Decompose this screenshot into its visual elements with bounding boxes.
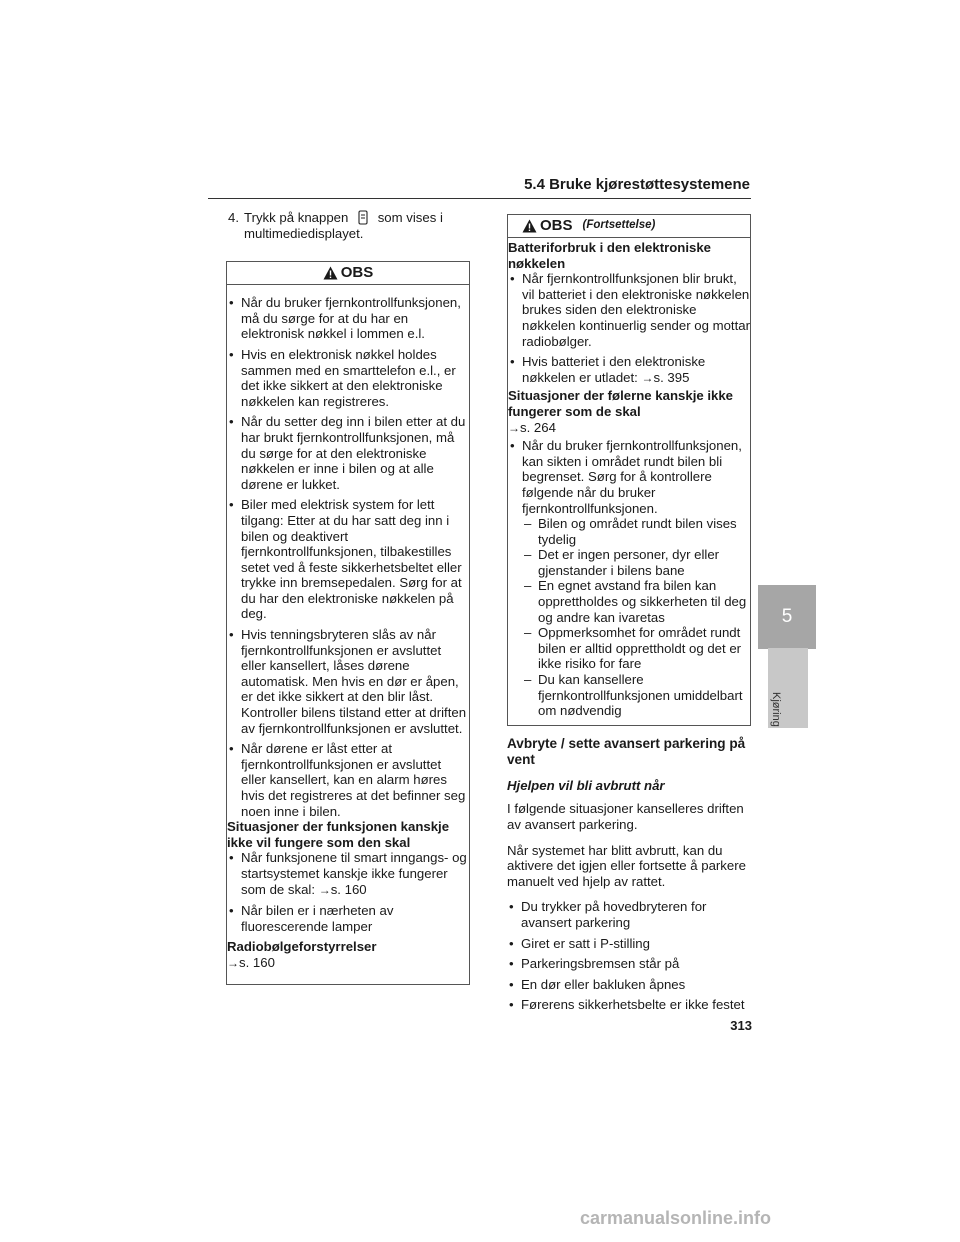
list-item: • En dør eller bakluken åpnes [507, 977, 751, 993]
subheading-radio-interference: Radiobølgeforstyrrelser [227, 939, 377, 955]
reference-line [227, 955, 469, 972]
step-number: 4. [228, 210, 239, 225]
list-item: • Parkeringsbremsen står på [507, 956, 751, 972]
cancel-conditions-list [507, 899, 751, 1013]
dash-item: – Oppmerksomhet for området rundt bilen er alltid opprettholdt og det er ikke risiko for fare [522, 625, 750, 672]
list-item: • Giret er satt i P-stilling [507, 936, 751, 952]
subheading-battery: Batteriforbruk i den elektroniske nøkkelen [508, 240, 711, 271]
list-item-text: Når du bruker fjernkontrollfunksjonen, kan sikten i området rundt bilen bli begrenset. Sørg for å kontrollere følgende når du bruker fjernkontrollfunksjonen. [522, 438, 742, 516]
list-item: • Biler med elektrisk system for lett tilgang: Etter at du har satt deg inn i bilen og deaktivert fjernkontrollfunksjonen, tilbakestilles setet ved å feste sikkerhetsbeltet eller trykke inn bremsepedalen. Sørg for at du har den elektroniske nøkkelen på deg. [227, 497, 469, 622]
left-column [228, 210, 470, 985]
chapter-tab-label: Kjøring [770, 692, 782, 727]
step-text-before: Trykk på knappen [244, 210, 349, 225]
obs-warning-box [226, 261, 470, 984]
list-item: • Når du setter deg inn i bilen etter at du har brukt fjernkontrollfunksjonen, må du sørge for at den elektroniske nøkkelen er inne i bilen og at alle dørene er lukket. [227, 414, 469, 492]
page-reference-link[interactable]: s. 395 [653, 369, 690, 385]
subheading-sensors: Situasjoner der følerne kanskje ikke fungerer som de skal [508, 388, 734, 419]
dash-item: – En egnet avstand fra bilen kan opprettholdes og sikkerheten til deg og andre kan ivaretas [522, 578, 750, 625]
arrow-icon: → [641, 370, 654, 385]
page-reference-link[interactable]: s. 264 [520, 419, 556, 435]
page-reference-link[interactable]: s. 160 [330, 881, 367, 897]
obs-label: OBS [540, 217, 573, 235]
page-number: 313 [730, 1018, 752, 1033]
obs-bullet-list [508, 271, 750, 386]
list-item: • Når bilen er i nærheten av fluorescerende lamper [227, 903, 469, 934]
obs-header [508, 215, 750, 238]
dash-list [522, 516, 750, 719]
list-item [227, 850, 469, 898]
obs-continued-label: (Fortsettelse) [582, 219, 656, 232]
list-item: • Førerens sikkerhetsbelte er ikke festet [507, 997, 751, 1013]
list-item-text: Når funksjonene til smart inngangs- og startsystemet kanskje ikke fungerer som de skal: [241, 850, 467, 897]
chapter-section-title: 5.4 Bruke kjørestøttesystemene [524, 176, 750, 193]
right-column [507, 214, 751, 1018]
obs-bullet-list-2 [227, 850, 469, 934]
section-subheading: Hjelpen vil bli avbrutt når [507, 777, 665, 793]
list-item: • Du trykker på hovedbryteren for avansert parkering [507, 899, 751, 930]
step-text [242, 210, 470, 241]
list-item [508, 354, 750, 386]
page-reference-link[interactable]: s. 160 [239, 954, 275, 970]
obs-body [227, 285, 469, 983]
reference-line [508, 420, 750, 437]
list-item-text: Hvis batteriet i den elektroniske nøkkelen er utladet: [522, 354, 706, 385]
warning-triangle-icon [323, 266, 338, 280]
list-item: • Når dørene er låst etter at fjernkontrollfunksjonen er avsluttet eller kansellert, kan en alarm høres hvis det registreres at det befinner seg noen inne i bilen. [227, 741, 469, 819]
watermark: carmanualsonline.info [580, 1208, 772, 1228]
arrow-icon: → [318, 882, 331, 897]
chapter-tab-label-bar [768, 648, 808, 728]
list-item: • Hvis en elektronisk nøkkel holdes sammen med en smarttelefon e.l., er det ikke sikkert at den elektroniske nøkkelen kan registreres. [227, 347, 469, 409]
obs-label: OBS [340, 264, 374, 282]
paragraph: I følgende situasjoner kanselleres driften av avansert parkering. [507, 801, 744, 832]
list-item: • Når fjernkontrollfunksjonen blir brukt, vil batteriet i den elektroniske nøkkelen brukes siden den elektroniske nøkkelen kontinuerlig sender og mottar radiobølger. [508, 271, 750, 349]
dash-item: – Bilen og området rundt bilen vises tydelig [522, 516, 750, 547]
list-item [508, 438, 750, 719]
obs-bullet-list-2 [508, 438, 750, 719]
obs-bullet-list [227, 295, 469, 819]
obs-continued-box [507, 214, 751, 726]
dash-item: – Du kan kansellere fjernkontrollfunksjonen umiddelbart om nødvendig [522, 672, 750, 719]
obs-header [227, 262, 469, 285]
warning-triangle-icon [522, 219, 537, 233]
section-title: Avbryte / sette avansert parkering på vent [507, 735, 746, 767]
chapter-tab[interactable]: 5 [758, 585, 816, 649]
dash-item: – Det er ingen personer, dyr eller gjenstander i bilens bane [522, 547, 750, 578]
subheading-situations: Situasjoner der funksjonen kanskje ikke vil fungere som den skal [227, 819, 450, 850]
obs-body [508, 238, 750, 725]
arrow-icon: → [227, 955, 239, 970]
paragraph: Når systemet har blitt avbrutt, kan du aktivere det igjen eller fortsette å parkere manuelt ved hjelp av rattet. [507, 842, 746, 889]
step-4 [228, 210, 470, 241]
header-divider [208, 198, 751, 199]
step-text-after: som vises i multimediedisplayet. [244, 210, 443, 241]
list-item: • Når du bruker fjernkontrollfunksjonen, må du sørge for at du har en elektronisk nøkkel i lommen e.l. [227, 295, 469, 342]
remote-park-button-icon [358, 210, 368, 225]
arrow-icon: → [508, 420, 520, 435]
list-item: • Hvis tenningsbryteren slås av når fjernkontrollfunksjonen er avsluttet eller kansellert, låses dørene automatisk. Men hvis en dør er åpen, er det ikke sikkert at den blir låst. Kontroller bilens tilstand etter at driften av fjernkontrollfunksjonen er avsluttet. [227, 627, 469, 736]
